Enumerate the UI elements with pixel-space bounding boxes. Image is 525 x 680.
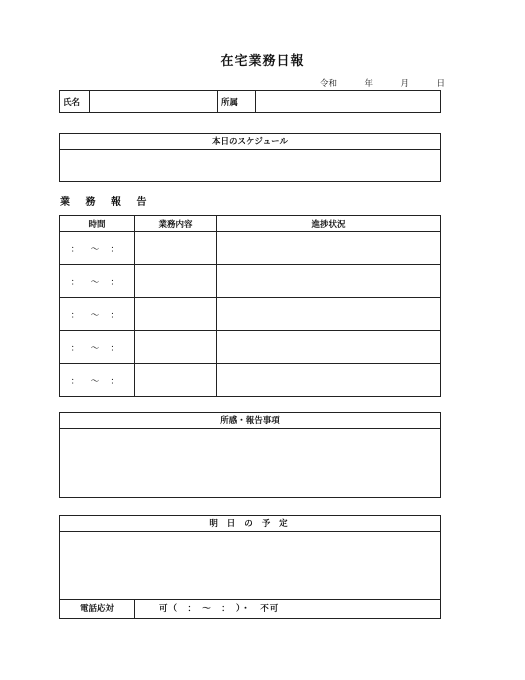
table-row: [60, 331, 441, 364]
progress-cell[interactable]: [217, 265, 441, 298]
impressions-content[interactable]: [60, 429, 440, 497]
task-cell[interactable]: [135, 331, 217, 364]
info-table: [59, 90, 441, 113]
progress-cell[interactable]: [217, 331, 441, 364]
dept-field[interactable]: [256, 91, 441, 113]
report-section-title: 業 務 報 告: [60, 197, 153, 208]
table-row: [60, 298, 441, 331]
impressions-box: [59, 412, 441, 498]
table-row: [60, 265, 441, 298]
time-cell[interactable]: ： ～ ：: [60, 265, 135, 298]
progress-cell[interactable]: [217, 232, 441, 265]
task-cell[interactable]: [135, 298, 217, 331]
tomorrow-box: [59, 515, 441, 619]
name-label: 氏名: [60, 91, 90, 113]
col-header-time: 時間: [60, 216, 135, 232]
report-table: [59, 215, 441, 397]
time-cell[interactable]: ： ～ ：: [60, 364, 135, 397]
task-cell[interactable]: [135, 364, 217, 397]
date-month: 月: [400, 79, 409, 89]
page-title: 在宅業務日報: [220, 54, 305, 69]
date-era: 令和: [320, 79, 338, 89]
col-header-task: 業務内容: [135, 216, 217, 232]
phone-label: 電話応対: [60, 600, 135, 618]
schedule-header: 本日のスケジュール: [60, 134, 440, 150]
task-cell[interactable]: [135, 232, 217, 265]
table-row: [60, 364, 441, 397]
time-cell[interactable]: ： ～ ：: [60, 331, 135, 364]
phone-options[interactable]: 可（ ： ～ ： ）・ 不可: [159, 604, 280, 614]
date-day: 日: [436, 79, 445, 89]
task-cell[interactable]: [135, 265, 217, 298]
schedule-box: [59, 133, 441, 182]
time-cell[interactable]: ： ～ ：: [60, 232, 135, 265]
schedule-content[interactable]: [60, 150, 440, 181]
progress-cell[interactable]: [217, 298, 441, 331]
date-year: 年: [364, 79, 373, 89]
table-row: [60, 232, 441, 265]
col-header-progress: 進捗状況: [217, 216, 441, 232]
dept-label: 所属: [218, 91, 256, 113]
tomorrow-header: 明 日 の 予 定: [60, 516, 440, 532]
date-line: [320, 77, 445, 89]
name-field[interactable]: [90, 91, 218, 113]
progress-cell[interactable]: [217, 364, 441, 397]
phone-row: [60, 600, 440, 618]
tomorrow-content[interactable]: [60, 532, 440, 600]
impressions-header: 所感・報告事項: [60, 413, 440, 429]
time-cell[interactable]: ： ～ ：: [60, 298, 135, 331]
